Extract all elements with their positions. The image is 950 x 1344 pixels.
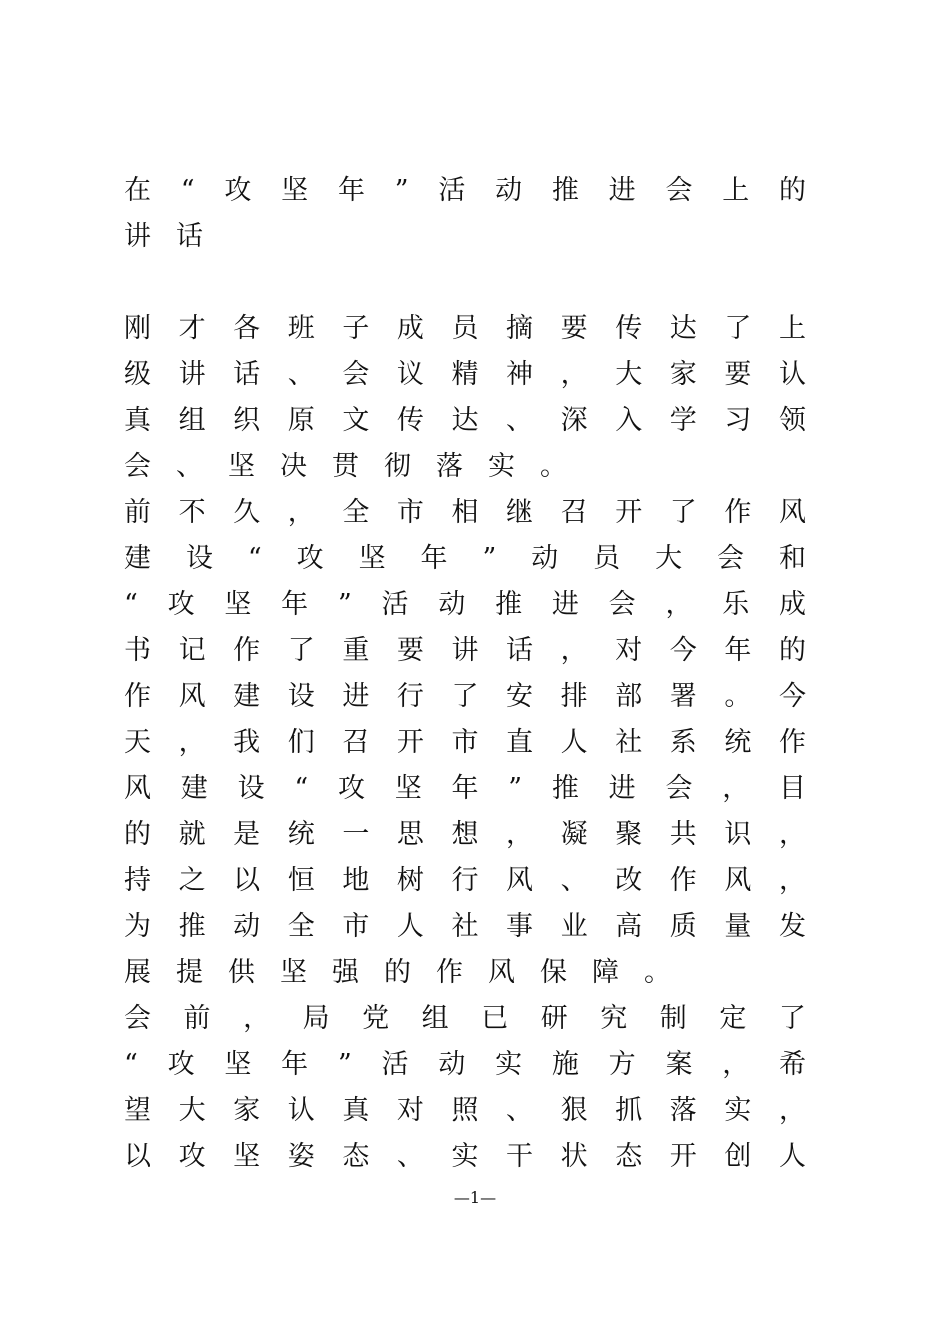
text-glyph: 会 — [124, 451, 151, 482]
text-glyph: 建 — [124, 543, 151, 574]
text-glyph: 排 — [560, 681, 588, 712]
text-glyph: 会 — [665, 773, 693, 804]
text-glyph: “ — [180, 175, 195, 206]
text-glyph: ， — [243, 1003, 271, 1034]
text-glyph: 大 — [655, 543, 683, 574]
text-glyph: 记 — [178, 635, 206, 666]
text-glyph: “ — [294, 773, 309, 804]
text-glyph: 会 — [342, 359, 370, 390]
paragraph-line — [124, 812, 806, 858]
text-glyph: 全 — [342, 497, 370, 528]
text-glyph: ， — [506, 819, 534, 850]
text-glyph: 达 — [451, 405, 479, 436]
text-glyph: 上 — [722, 175, 750, 206]
text-glyph: ” — [337, 1049, 352, 1080]
text-glyph: 社 — [615, 727, 643, 758]
text-glyph: 持 — [124, 865, 151, 896]
text-glyph: 推 — [551, 175, 579, 206]
text-glyph: 开 — [669, 1141, 697, 1172]
text-glyph: 凝 — [560, 819, 588, 850]
title-line — [124, 168, 806, 214]
text-glyph: 市 — [342, 911, 370, 942]
text-glyph: 动 — [233, 911, 261, 942]
text-glyph: 深 — [560, 405, 588, 436]
text-glyph: ， — [722, 1049, 750, 1080]
text-glyph: 前 — [183, 1003, 211, 1034]
paragraph-line — [124, 352, 806, 398]
text-glyph: 的 — [779, 175, 806, 206]
text-glyph: 以 — [124, 1141, 151, 1172]
text-glyph: 干 — [506, 1141, 534, 1172]
text-glyph: 进 — [608, 773, 636, 804]
text-glyph: ” — [337, 589, 352, 620]
text-glyph: 会 — [124, 1003, 151, 1034]
text-glyph: 坚 — [281, 175, 309, 206]
text-glyph: 研 — [540, 1003, 568, 1034]
text-glyph: 大 — [178, 1095, 206, 1126]
text-glyph: 落 — [436, 451, 463, 482]
text-glyph: 学 — [669, 405, 697, 436]
text-glyph: 了 — [724, 313, 752, 344]
text-glyph: 实 — [495, 1049, 523, 1080]
text-glyph: “ — [124, 589, 138, 620]
paragraph-line — [124, 490, 806, 536]
text-glyph: 供 — [228, 957, 255, 988]
text-glyph: 讲 — [124, 221, 151, 252]
text-glyph: 的 — [778, 635, 806, 666]
text-glyph: 了 — [778, 1003, 806, 1034]
text-glyph: 活 — [438, 175, 466, 206]
text-glyph: 设 — [185, 543, 213, 574]
text-glyph: ， — [722, 773, 750, 804]
text-glyph: 召 — [342, 727, 370, 758]
text-glyph: 动 — [438, 1049, 466, 1080]
paragraph-line — [124, 904, 806, 950]
text-glyph: 坚 — [280, 957, 307, 988]
text-glyph: 状 — [560, 1141, 588, 1172]
text-glyph: 进 — [608, 175, 636, 206]
text-glyph: 。 — [540, 451, 567, 482]
text-glyph: 话 — [176, 221, 203, 252]
document-body — [124, 168, 806, 1180]
text-glyph: 展 — [124, 957, 151, 988]
text-glyph: 态 — [342, 1141, 370, 1172]
paragraph-line — [124, 398, 806, 444]
text-glyph: 坚 — [358, 543, 386, 574]
text-glyph: 实 — [488, 451, 515, 482]
text-glyph: 了 — [451, 681, 479, 712]
text-glyph: 才 — [178, 313, 206, 344]
text-glyph: 员 — [451, 313, 479, 344]
text-glyph: ” — [508, 773, 523, 804]
text-glyph: 活 — [381, 1049, 409, 1080]
text-glyph: 望 — [124, 1095, 151, 1126]
text-glyph: 作 — [124, 681, 151, 712]
text-glyph: 要 — [724, 359, 752, 390]
text-glyph: 希 — [779, 1049, 806, 1080]
text-glyph: 年 — [281, 1049, 309, 1080]
text-glyph: 组 — [421, 1003, 449, 1034]
text-glyph: 局 — [302, 1003, 330, 1034]
text-glyph: 的 — [124, 819, 151, 850]
text-glyph: 署 — [669, 681, 697, 712]
text-glyph: 彻 — [384, 451, 411, 482]
text-glyph: 人 — [778, 1141, 806, 1172]
text-glyph: 的 — [384, 957, 411, 988]
text-glyph: 、 — [506, 1095, 534, 1126]
text-glyph: 、 — [396, 1141, 424, 1172]
text-glyph: 姿 — [287, 1141, 315, 1172]
paragraph-2 — [124, 490, 806, 996]
text-glyph: 恒 — [287, 865, 315, 896]
text-glyph: 动 — [495, 175, 523, 206]
text-glyph: 年 — [451, 773, 479, 804]
text-glyph: 会 — [665, 175, 693, 206]
text-glyph: 制 — [659, 1003, 687, 1034]
text-glyph: 作 — [233, 635, 261, 666]
text-glyph: 一 — [342, 819, 370, 850]
text-glyph: 了 — [669, 497, 697, 528]
text-glyph: 我 — [233, 727, 261, 758]
text-glyph: 落 — [669, 1095, 697, 1126]
text-glyph: 方 — [608, 1049, 636, 1080]
text-glyph: 成 — [396, 313, 424, 344]
text-glyph: 。 — [724, 681, 752, 712]
text-glyph: 案 — [665, 1049, 693, 1080]
text-glyph: 真 — [342, 1095, 370, 1126]
text-glyph: 坚 — [224, 1049, 252, 1080]
text-glyph: 。 — [644, 957, 671, 988]
text-glyph: 讲 — [451, 635, 479, 666]
text-glyph: 为 — [124, 911, 151, 942]
paragraph-line — [124, 582, 806, 628]
text-glyph: 设 — [287, 681, 315, 712]
text-glyph: 文 — [342, 405, 370, 436]
paragraph-line — [124, 950, 806, 996]
paragraph-line — [124, 1042, 806, 1088]
text-glyph: 决 — [280, 451, 307, 482]
paragraph-line — [124, 766, 806, 812]
text-glyph: 认 — [778, 359, 806, 390]
title-line — [124, 214, 806, 260]
text-glyph: 攻 — [337, 773, 365, 804]
text-glyph: 班 — [287, 313, 315, 344]
text-glyph: 传 — [396, 405, 424, 436]
text-glyph: 召 — [560, 497, 588, 528]
text-glyph: 事 — [506, 911, 534, 942]
text-glyph: 系 — [669, 727, 697, 758]
text-glyph: 是 — [233, 819, 261, 850]
text-glyph: 统 — [724, 727, 752, 758]
text-glyph: 行 — [451, 865, 479, 896]
text-glyph: 聚 — [615, 819, 643, 850]
text-glyph: 行 — [396, 681, 424, 712]
text-glyph: 实 — [724, 1095, 752, 1126]
text-glyph: 风 — [724, 865, 752, 896]
text-glyph: 领 — [778, 405, 806, 436]
paragraph-1 — [124, 306, 806, 490]
text-glyph: 狠 — [560, 1095, 588, 1126]
text-glyph: ” — [482, 543, 497, 574]
text-glyph: 继 — [506, 497, 534, 528]
text-glyph: ， — [560, 635, 588, 666]
paragraph-line — [124, 1134, 806, 1180]
text-glyph: ， — [178, 727, 206, 758]
text-glyph: 传 — [615, 313, 643, 344]
text-glyph: 想 — [451, 819, 479, 850]
text-glyph: 推 — [551, 773, 579, 804]
text-glyph: 了 — [287, 635, 315, 666]
text-glyph: 质 — [669, 911, 697, 942]
text-glyph: 攻 — [178, 1141, 206, 1172]
text-glyph: 市 — [451, 727, 479, 758]
paragraph-line — [124, 444, 806, 490]
text-glyph: 创 — [724, 1141, 752, 1172]
text-glyph: 设 — [237, 773, 265, 804]
text-glyph: 实 — [451, 1141, 479, 1172]
text-glyph: 动 — [438, 589, 466, 620]
text-glyph: 部 — [615, 681, 643, 712]
text-glyph: 建 — [180, 773, 208, 804]
text-glyph: 年 — [724, 635, 752, 666]
text-glyph: 攻 — [224, 175, 252, 206]
text-glyph: 提 — [176, 957, 203, 988]
text-glyph: 们 — [287, 727, 315, 758]
text-glyph: 地 — [342, 865, 370, 896]
text-glyph: 思 — [396, 819, 424, 850]
text-glyph: 精 — [451, 359, 479, 390]
text-glyph: 直 — [506, 727, 534, 758]
text-glyph: 业 — [560, 911, 588, 942]
text-glyph: 年 — [337, 175, 365, 206]
text-glyph: 社 — [451, 911, 479, 942]
text-glyph: 天 — [124, 727, 151, 758]
text-glyph: 高 — [615, 911, 643, 942]
text-glyph: 各 — [233, 313, 261, 344]
text-glyph: 前 — [124, 497, 151, 528]
text-glyph: 推 — [495, 589, 523, 620]
text-glyph: ， — [778, 819, 806, 850]
text-glyph: 坚 — [394, 773, 422, 804]
text-glyph: 动 — [531, 543, 559, 574]
paragraph-line — [124, 628, 806, 674]
text-glyph: 对 — [615, 635, 643, 666]
text-glyph: 障 — [592, 957, 619, 988]
text-glyph: 进 — [342, 681, 370, 712]
text-glyph: 风 — [178, 681, 206, 712]
paragraph-line — [124, 1088, 806, 1134]
text-glyph: 、 — [560, 865, 588, 896]
text-glyph: 年 — [420, 543, 448, 574]
text-glyph: 上 — [778, 313, 806, 344]
text-glyph: 对 — [396, 1095, 424, 1126]
text-glyph: 识 — [724, 819, 752, 850]
text-glyph: 作 — [724, 497, 752, 528]
text-glyph: 保 — [540, 957, 567, 988]
text-glyph: “ — [124, 1049, 138, 1080]
paragraph-line — [124, 306, 806, 352]
text-glyph: “ — [247, 543, 262, 574]
text-glyph: ， — [287, 497, 315, 528]
text-glyph: 认 — [287, 1095, 315, 1126]
text-glyph: 要 — [396, 635, 424, 666]
text-glyph: 组 — [178, 405, 206, 436]
text-glyph: 刚 — [124, 313, 151, 344]
paragraph-line — [124, 858, 806, 904]
text-glyph: 进 — [551, 589, 579, 620]
text-glyph: 达 — [669, 313, 697, 344]
text-glyph: 今 — [778, 681, 806, 712]
text-glyph: 统 — [287, 819, 315, 850]
text-glyph: 攻 — [296, 543, 324, 574]
page-number: —1— — [453, 1188, 497, 1207]
text-glyph: 相 — [451, 497, 479, 528]
text-glyph: 人 — [396, 911, 424, 942]
text-glyph: 党 — [362, 1003, 390, 1034]
text-glyph: 摘 — [506, 313, 534, 344]
text-glyph: 织 — [233, 405, 261, 436]
title-spacing — [124, 260, 806, 306]
text-glyph: 推 — [178, 911, 206, 942]
text-glyph: 攻 — [167, 589, 195, 620]
text-glyph: 在 — [124, 175, 151, 206]
text-glyph: 神 — [506, 359, 534, 390]
text-glyph: 定 — [719, 1003, 747, 1034]
text-glyph: 共 — [669, 819, 697, 850]
text-glyph: 会 — [608, 589, 636, 620]
text-glyph: 今 — [669, 635, 697, 666]
text-glyph: 照 — [451, 1095, 479, 1126]
text-glyph: 市 — [396, 497, 424, 528]
text-glyph: 风 — [778, 497, 806, 528]
text-glyph: 贯 — [332, 451, 359, 482]
text-glyph: 之 — [178, 865, 206, 896]
paragraph-3 — [124, 996, 806, 1180]
text-glyph: 习 — [724, 405, 752, 436]
text-glyph: 作 — [669, 865, 697, 896]
text-glyph: 究 — [600, 1003, 628, 1034]
text-glyph: 目 — [779, 773, 806, 804]
text-glyph: 久 — [233, 497, 261, 528]
text-glyph: 安 — [506, 681, 534, 712]
text-glyph: 会 — [717, 543, 744, 574]
text-glyph: 全 — [287, 911, 315, 942]
text-glyph: 坚 — [224, 589, 252, 620]
text-glyph: 施 — [551, 1049, 579, 1080]
paragraph-line — [124, 720, 806, 766]
text-glyph: 抓 — [615, 1095, 643, 1126]
text-glyph: ， — [560, 359, 588, 390]
text-glyph: 作 — [778, 727, 806, 758]
text-glyph: 态 — [615, 1141, 643, 1172]
text-glyph: 活 — [381, 589, 409, 620]
text-glyph: 风 — [506, 865, 534, 896]
text-glyph: 、 — [506, 405, 534, 436]
text-glyph: 级 — [124, 359, 151, 390]
text-glyph: ， — [665, 589, 693, 620]
text-glyph: 年 — [281, 589, 309, 620]
text-glyph: 入 — [615, 405, 643, 436]
text-glyph: 话 — [233, 359, 261, 390]
text-glyph: 成 — [779, 589, 806, 620]
text-glyph: 原 — [287, 405, 315, 436]
text-glyph: 真 — [124, 405, 151, 436]
text-glyph: 、 — [287, 359, 315, 390]
text-glyph: 家 — [233, 1095, 261, 1126]
text-glyph: 建 — [233, 681, 261, 712]
text-glyph: 讲 — [178, 359, 206, 390]
text-glyph: 以 — [233, 865, 261, 896]
paragraph-line — [124, 536, 806, 582]
text-glyph: 家 — [669, 359, 697, 390]
text-glyph: 子 — [342, 313, 370, 344]
text-glyph: 强 — [332, 957, 359, 988]
text-glyph: 攻 — [167, 1049, 195, 1080]
paragraph-line — [124, 996, 806, 1042]
text-glyph: 坚 — [233, 1141, 261, 1172]
text-glyph: ” — [394, 175, 409, 206]
text-glyph: 乐 — [722, 589, 750, 620]
text-glyph: 发 — [778, 911, 806, 942]
text-glyph: 开 — [615, 497, 643, 528]
text-glyph: ， — [778, 1095, 806, 1126]
text-glyph: 大 — [615, 359, 643, 390]
text-glyph: 坚 — [228, 451, 255, 482]
text-glyph: 员 — [593, 543, 621, 574]
text-glyph: 要 — [560, 313, 588, 344]
text-glyph: 就 — [178, 819, 206, 850]
text-glyph: 已 — [481, 1003, 509, 1034]
text-glyph: 议 — [396, 359, 424, 390]
text-glyph: 书 — [124, 635, 151, 666]
text-glyph: 和 — [778, 543, 806, 574]
text-glyph: 风 — [124, 773, 151, 804]
text-glyph: 开 — [396, 727, 424, 758]
text-glyph: 人 — [560, 727, 588, 758]
text-glyph: 量 — [724, 911, 752, 942]
paragraph-line — [124, 674, 806, 720]
text-glyph: 树 — [396, 865, 424, 896]
text-glyph: 改 — [615, 865, 643, 896]
text-glyph: 、 — [176, 451, 203, 482]
text-glyph: 作 — [436, 957, 463, 988]
document-title — [124, 168, 806, 260]
text-glyph: ， — [778, 865, 806, 896]
text-glyph: 不 — [178, 497, 206, 528]
text-glyph: 重 — [342, 635, 370, 666]
text-glyph: 风 — [488, 957, 515, 988]
text-glyph: 话 — [506, 635, 534, 666]
